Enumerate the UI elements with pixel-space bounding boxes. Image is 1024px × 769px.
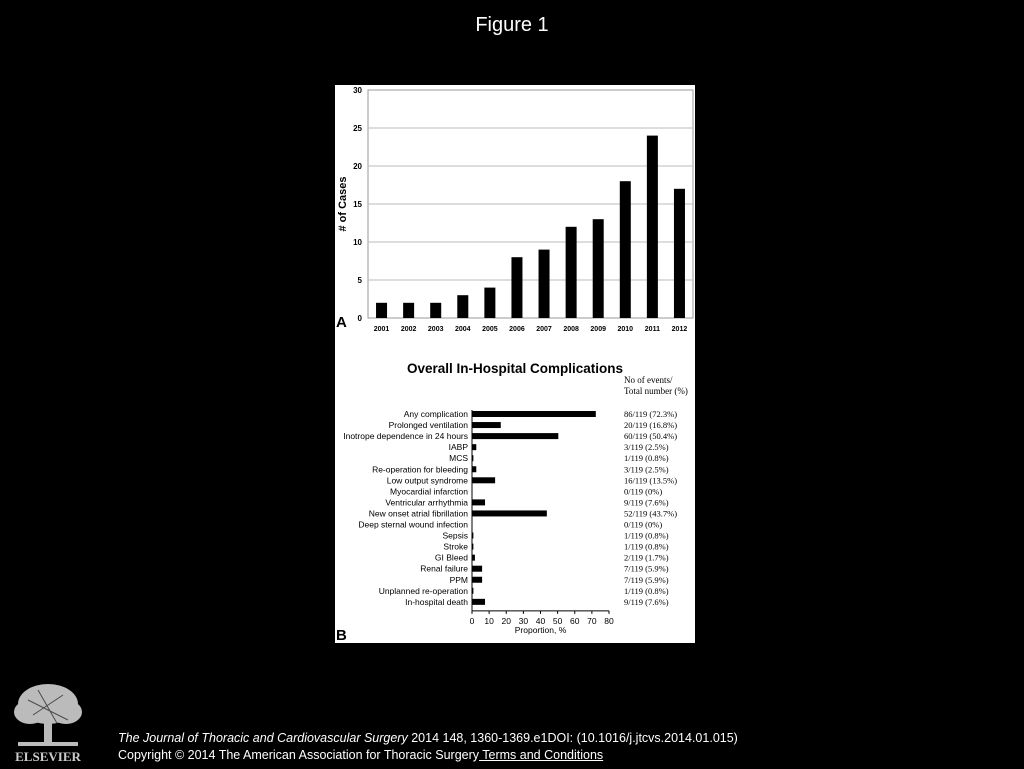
panel-b-x-tick-label: 40 xyxy=(535,615,546,626)
panel-b-column-header: No of events/ xyxy=(624,375,673,385)
panel-b-bar xyxy=(472,433,558,439)
panel-a-bar xyxy=(484,288,495,318)
panel-b-category-label: Prolonged ventilation xyxy=(388,420,468,431)
panel-b-annotation: 52/119 (43.7%) xyxy=(624,508,678,519)
panel-b-category-label: Stroke xyxy=(443,541,468,552)
slide-title: Figure 1 xyxy=(475,14,549,36)
panel-a-label: A xyxy=(336,314,347,331)
panel-a-y-tick-label: 15 xyxy=(353,200,362,209)
copyright-line xyxy=(118,747,738,764)
panel-b-bar xyxy=(472,444,476,450)
panel-a-bar xyxy=(403,303,414,318)
panel-b-category-label: Low output syndrome xyxy=(386,475,468,486)
panel-a-bar xyxy=(539,250,550,318)
panel-b-bar xyxy=(472,422,501,428)
panel-a-x-tick-label: 2009 xyxy=(590,326,606,333)
panel-b-annotation: 86/119 (72.3%) xyxy=(624,409,678,419)
panel-b-bar xyxy=(472,499,485,505)
panel-a-x-tick-label: 2003 xyxy=(427,326,444,333)
panel-a-bar xyxy=(376,303,387,318)
panel-b-annotation: 1/119 (0.8%) xyxy=(624,453,669,464)
panel-b-bar xyxy=(472,555,475,561)
citation-details: 2014 148, 1360-1369.e1DOI: (10.1016/j.jtcvs.2014.01.015) xyxy=(407,731,738,745)
panel-a-bar xyxy=(566,227,577,318)
panel-b-x-tick-label: 0 xyxy=(469,615,475,626)
panel-b-annotation: 9/119 (7.6%) xyxy=(624,596,669,607)
panel-b-annotation: 2/119 (1.7%) xyxy=(624,552,669,563)
panel-b-column-header: Total number (%) xyxy=(624,386,688,396)
panel-b-annotation: 16/119 (13.5%) xyxy=(624,475,678,486)
panel-b-x-tick-label: 70 xyxy=(587,615,597,626)
panel-b-category-label: MCS xyxy=(449,453,468,464)
panel-b-bar xyxy=(472,455,473,461)
panel-b-annotation: 1/119 (0.8%) xyxy=(624,585,669,596)
panel-b-x-tick-label: 60 xyxy=(570,615,580,626)
panel-b-category-label: Myocardial infarction xyxy=(390,486,468,497)
panel-b-bar xyxy=(472,510,547,516)
panel-a-bar xyxy=(511,257,522,318)
citation-block xyxy=(118,730,738,764)
copyright-text: Copyright © 2014 The American Association for Thoracic Surgery xyxy=(118,748,480,762)
figure-panel xyxy=(335,85,695,643)
panel-b-annotation: 1/119 (0.8%) xyxy=(624,541,669,552)
panel-b-annotation: 1/119 (0.8%) xyxy=(624,530,669,541)
panel-b-title: Overall In-Hospital Complications xyxy=(406,361,624,376)
terms-and-conditions-link[interactable]: Terms and Conditions xyxy=(479,748,604,762)
panel-a-y-tick-label: 5 xyxy=(357,276,362,285)
panel-a-y-tick-label: 20 xyxy=(353,162,362,171)
panel-a-x-tick-label: 2011 xyxy=(644,326,660,333)
panel-b-category-label: Sepsis xyxy=(442,530,468,541)
panel-b-bar xyxy=(472,533,473,539)
panel-b-category-label: Ventricular arrhythmia xyxy=(385,497,468,508)
panel-a-bar xyxy=(620,181,631,318)
panel-b-annotation: 0/119 (0%) xyxy=(624,519,663,530)
panel-b-annotation: 3/119 (2.5%) xyxy=(624,442,669,453)
panel-b-category-label: New onset atrial fibrillation xyxy=(368,508,468,519)
journal-name: The Journal of Thoracic and Cardiovascular Surgery xyxy=(118,731,408,745)
panel-a-bar xyxy=(647,136,658,318)
elsevier-logo-text: ELSEVIER xyxy=(15,749,81,764)
panel-b-annotation: 3/119 (2.5%) xyxy=(624,464,669,475)
panel-b-category-label: Renal failure xyxy=(420,563,468,574)
panel-b-annotation: 9/119 (7.6%) xyxy=(624,497,669,508)
panel-b-annotation: 60/119 (50.4%) xyxy=(624,431,678,442)
panel-b-annotation: 20/119 (16.8%) xyxy=(624,420,678,431)
panel-a-y-tick-label: 0 xyxy=(357,314,362,323)
panel-a-bar xyxy=(457,295,468,318)
panel-a-bar xyxy=(674,189,685,318)
panel-b-category-label: PPM xyxy=(449,574,468,585)
panel-b-bar xyxy=(472,477,495,483)
panel-a-bar xyxy=(430,303,441,318)
panel-b-bar xyxy=(472,544,473,550)
panel-b-x-axis-label: Proportion, % xyxy=(514,624,567,635)
panel-a-x-tick-label: 2007 xyxy=(536,326,552,333)
panel-b-category-label: GI Bleed xyxy=(434,552,468,563)
panel-b-x-tick-label: 10 xyxy=(484,615,494,626)
panel-b-bar xyxy=(472,411,596,417)
panel-b-category-label: Deep sternal wound infection xyxy=(358,519,468,530)
panel-a-bar xyxy=(593,219,604,318)
panel-b-category-label: Inotrope dependence in 24 hours xyxy=(343,431,468,442)
figure-chart-svg xyxy=(335,85,695,643)
panel-b-x-tick-label: 50 xyxy=(552,615,563,626)
panel-a-x-tick-label: 2005 xyxy=(482,326,498,333)
panel-a-x-tick-label: 2006 xyxy=(509,326,525,333)
panel-a-x-tick-label: 2012 xyxy=(671,326,688,333)
panel-a-x-tick-label: 2004 xyxy=(455,326,471,333)
panel-b-bar xyxy=(472,466,476,472)
panel-a-x-tick-label: 2008 xyxy=(563,326,579,333)
panel-b-category-label: In-hospital death xyxy=(405,596,468,607)
panel-a-y-tick-label: 30 xyxy=(353,86,362,95)
panel-b-x-tick-label: 20 xyxy=(501,615,511,626)
panel-b-annotation: 7/119 (5.9%) xyxy=(624,563,669,574)
panel-b-annotation: 0/119 (0%) xyxy=(624,486,663,497)
panel-a-y-tick-label: 10 xyxy=(353,238,362,247)
panel-a-y-axis-label: # of Cases xyxy=(337,176,349,232)
panel-b-category-label: IABP xyxy=(448,442,468,453)
panel-b-bar xyxy=(472,566,482,572)
panel-b-x-tick-label: 80 xyxy=(604,615,614,626)
panel-b-category-label: Unplanned re-operation xyxy=(378,585,468,596)
panel-b-x-tick-label: 30 xyxy=(518,615,529,626)
panel-a-y-tick-label: 25 xyxy=(353,124,362,133)
panel-b-label: B xyxy=(336,627,347,643)
panel-b-annotation: 7/119 (5.9%) xyxy=(624,574,669,585)
panel-b-bar xyxy=(472,577,482,583)
panel-b-bar xyxy=(472,599,485,605)
panel-a-x-tick-label: 2010 xyxy=(617,326,634,333)
panel-a-x-tick-label: 2002 xyxy=(400,326,417,333)
citation-line xyxy=(118,730,738,747)
panel-b-category-label: Any complication xyxy=(403,409,468,419)
panel-b-bar xyxy=(472,588,473,594)
panel-a-x-tick-label: 2001 xyxy=(373,326,390,333)
elsevier-logo xyxy=(8,680,88,764)
panel-b-category-label: Re-operation for bleeding xyxy=(372,464,468,475)
